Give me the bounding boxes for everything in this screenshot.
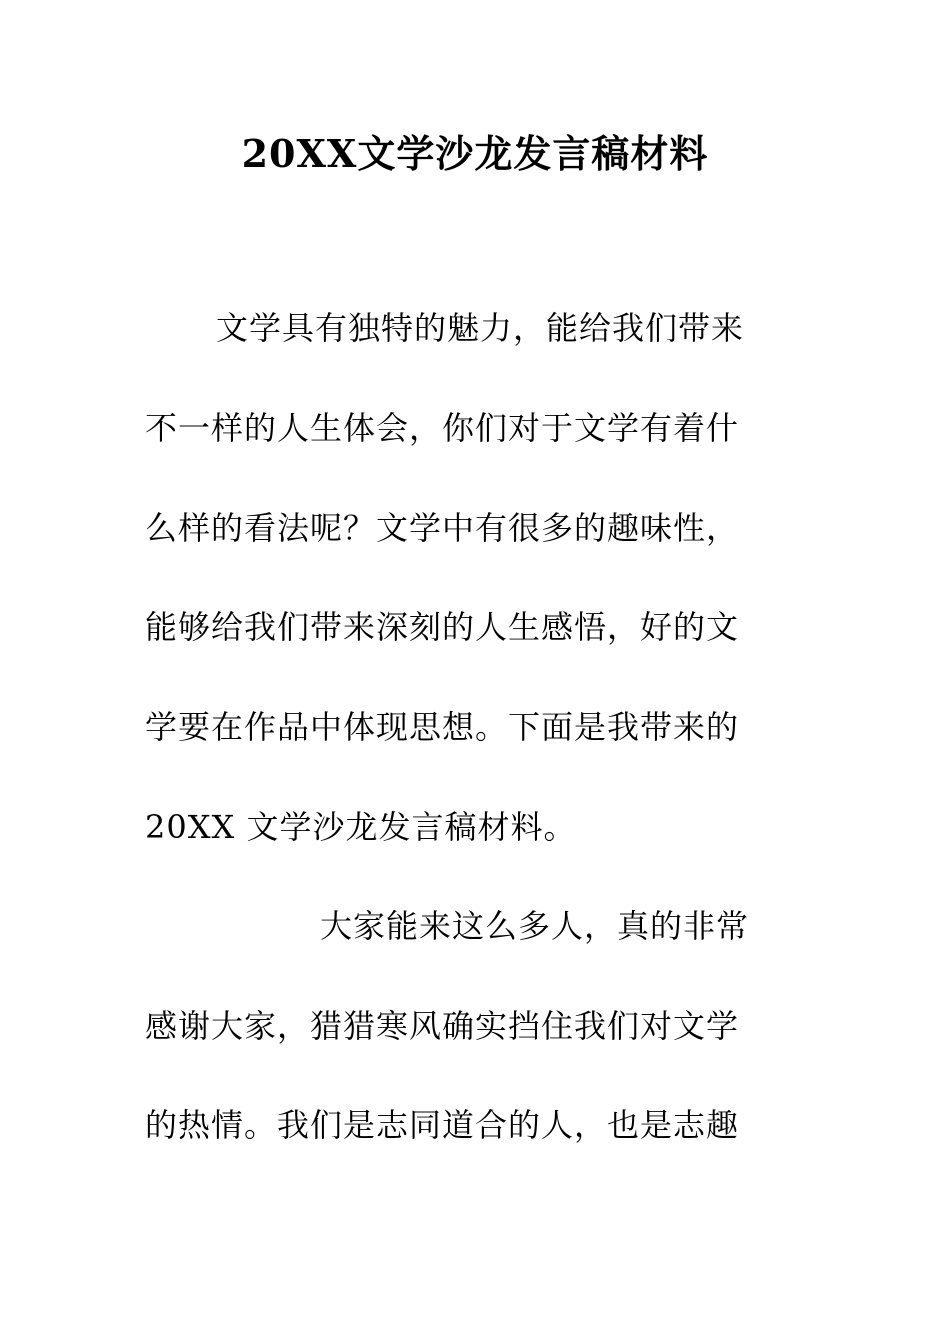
- paragraph-line: 能够给我们带来深刻的人生感悟，好的文: [145, 608, 740, 646]
- paragraph-line: 的热情。我们是志同道合的人，也是志趣: [145, 1106, 740, 1144]
- paragraph-line: 文学具有独特的魅力，能给我们带来: [216, 309, 745, 347]
- paragraph-line: 感谢大家，猎猎寒风确实挡住我们对文学: [145, 1007, 740, 1045]
- paragraph-line: 不一样的人生体会，你们对于文学有着什: [145, 409, 740, 447]
- document-title: 20XX文学沙龙发言稿材料: [241, 131, 709, 176]
- paragraph-line: 大家能来这么多人，真的非常: [320, 907, 750, 945]
- paragraph-line: 学要在作品中体现思想。下面是我带来的: [145, 708, 740, 746]
- paragraph-line: 20XX 文学沙龙发言稿材料。: [145, 808, 577, 846]
- paragraph-line: 么样的看法呢？文学中有很多的趣味性，: [145, 509, 740, 547]
